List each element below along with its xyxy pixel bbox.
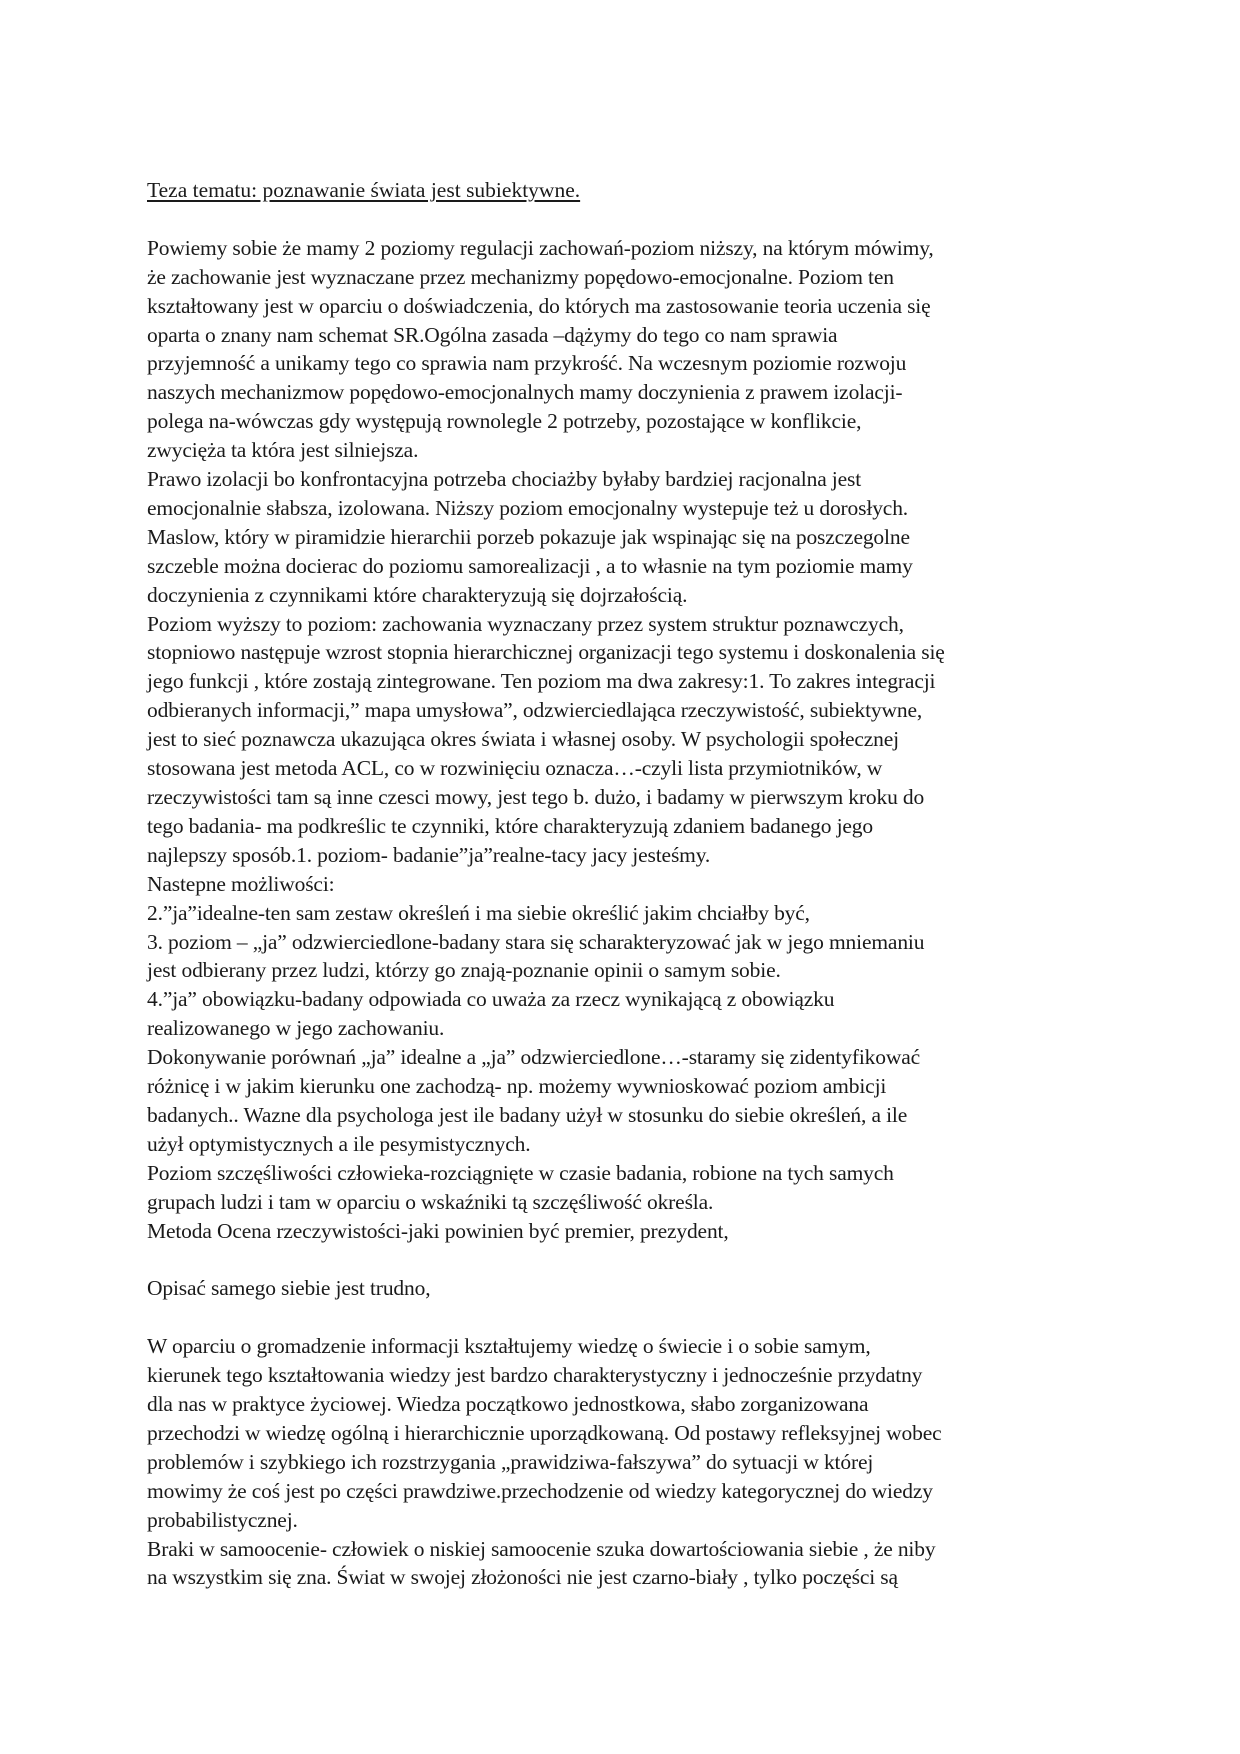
text-line: rzeczywistości tam są inne czesci mowy, jest tego b. dużo, i badamy w pierwszym kroku do — [147, 785, 925, 810]
text-line: kształtowany jest w oparciu o doświadczenia, do których ma zastosowanie teoria uczenia się — [147, 293, 931, 318]
text-line: najlepszy sposób.1. poziom- badanie”ja”realne-tacy jacy jesteśmy. — [147, 842, 711, 867]
text-line: jest odbierany przez ludzi, którzy go znają-poznanie opinii o samym sobie. — [147, 958, 781, 983]
text-line: doczynienia z czynnikami które charakteryzują się dojrzałością. — [147, 582, 688, 607]
text-line: Nastepne możliwości: — [147, 871, 335, 896]
text-line: oparta o znany nam schemat SR.Ogólna zasada –dążymy do tego co nam sprawia — [147, 322, 838, 347]
text-line: mowimy że coś jest po części prawdziwe.przechodzenie od wiedzy kategorycznej do wiedzy — [147, 1478, 933, 1503]
text-line: Powiemy sobie że mamy 2 poziomy regulacji zachowań-poziom niższy, na którym mówimy, — [147, 235, 934, 260]
text-line: emocjonalnie słabsza, izolowana. Niższy poziom emocjonalny wystepuje też u dorosłych. — [147, 495, 909, 520]
text-line: jego funkcji , które zostają zintegrowane. Ten poziom ma dwa zakresy:1. To zakres integracji — [147, 669, 936, 694]
spacer — [147, 1246, 1107, 1275]
text-line: zwycięża ta która jest silniejsza. — [147, 438, 419, 463]
text-line: przechodzi w wiedzę ogólną i hierarchicznie uporządkowaną. Od postawy refleksyjnej wobec — [147, 1420, 942, 1445]
text-line: jest to sieć poznawcza ukazująca okres świata i własnej osoby. W psychologii społecznej — [147, 727, 899, 752]
spacer — [147, 1303, 1107, 1332]
text-line: W oparciu o gromadzenie informacji kształtujemy wiedzę o świecie i o sobie samym, — [147, 1334, 871, 1359]
text-line: różnicę i w jakim kierunku one zachodzą- np. możemy wywnioskować poziom ambicji — [147, 1074, 887, 1099]
text-line: problemów i szybkiego ich rozstrzygania „prawidziwa-fałszywa” do sytuacji w której — [147, 1449, 874, 1474]
text-line: odbieranych informacji,” mapa umysłowa”, odzwierciedlająca rzeczywistość, subiektywne, — [147, 698, 923, 723]
text-line: kierunek tego kształtowania wiedzy jest bardzo charakterystyczny i jednocześnie przydatny — [147, 1363, 923, 1388]
document-page — [147, 176, 1107, 1592]
text-line: Poziom wyższy to poziom: zachowania wyznaczany przez system struktur poznawczych, — [147, 611, 904, 636]
text-line: Metoda Ocena rzeczywistości-jaki powinien być premier, prezydent, — [147, 1218, 729, 1243]
text-line: grupach ludzi i tam w oparciu o wskaźniki tą szczęśliwość określa. — [147, 1189, 714, 1214]
text-line: badanych.. Wazne dla psychologa jest ile badany użył w stosunku do siebie określeń, a ile — [147, 1102, 908, 1127]
text-line: probabilistycznej. — [147, 1507, 298, 1532]
paragraph-1 — [147, 234, 1107, 1246]
text-line: polega na-wówczas gdy występują rownolegle 2 potrzeby, pozostające w konflikcie, — [147, 409, 862, 434]
text-line: stopniowo następuje wzrost stopnia hierarchicznej organizacji tego systemu i doskonalenia się — [147, 640, 945, 665]
text-line: Prawo izolacji bo konfrontacyjna potrzeba chociażby byłaby bardziej racjonalna jest — [147, 467, 862, 492]
text-line: 2.”ja”idealne-ten sam zestaw określeń i ma siebie określić jakim chciałby być, — [147, 900, 810, 925]
text-line: Opisać samego siebie jest trudno, — [147, 1276, 431, 1301]
document-title: Teza tematu: poznawanie świata jest subiektywne. — [147, 178, 581, 202]
text-line: 3. poziom – „ja” odzwierciedlone-badany stara się scharakteryzować jak w jego mniemaniu — [147, 929, 925, 954]
text-line: 4.”ja” obowiązku-badany odpowiada co uważa za rzecz wynikającą z obowiązku — [147, 987, 835, 1012]
text-line: że zachowanie jest wyznaczane przez mechanizmy popędowo-emocjonalne. Poziom ten — [147, 264, 894, 289]
text-line: Maslow, który w piramidzie hierarchii porzeb pokazuje jak wspinając się na poszczegolne — [147, 524, 910, 549]
text-line: na wszystkim się zna. Świat w swojej złożoności nie jest czarno-biały , tylko poczęści są — [147, 1565, 898, 1590]
text-line: Braki w samoocenie- człowiek o niskiej samoocenie szuka dowartościowania siebie , że niby — [147, 1536, 936, 1561]
text-line: Dokonywanie porównań „ja” idealne a „ja” odzwierciedlone…-staramy się zidentyfikować — [147, 1045, 921, 1070]
text-line: przyjemność a unikamy tego co sprawia nam przykrość. Na wczesnym poziomie rozwoju — [147, 351, 907, 376]
paragraph-2 — [147, 1274, 1107, 1303]
text-line: tego badania- ma podkreślic te czynniki, które charakteryzują zdaniem badanego jego — [147, 813, 873, 838]
paragraph-3 — [147, 1332, 1107, 1592]
text-line: dla nas w praktyce życiowej. Wiedza początkowo jednostkowa, słabo zorganizowana — [147, 1392, 869, 1417]
text-line: naszych mechanizmow popędowo-emocjonalnych mamy doczynienia z prawem izolacji- — [147, 380, 903, 405]
text-line: realizowanego w jego zachowaniu. — [147, 1016, 445, 1041]
text-line: szczeble można docierac do poziomu samorealizacji , a to własnie na tym poziomie mamy — [147, 553, 913, 578]
text-line: Poziom szczęśliwości człowieka-rozciągnięte w czasie badania, robione na tych samych — [147, 1160, 894, 1185]
spacer — [147, 205, 1107, 234]
text-line: stosowana jest metoda ACL, co w rozwinięciu oznacza…-czyli lista przymiotników, w — [147, 756, 883, 781]
text-line: użył optymistycznych a ile pesymistycznych. — [147, 1131, 531, 1156]
